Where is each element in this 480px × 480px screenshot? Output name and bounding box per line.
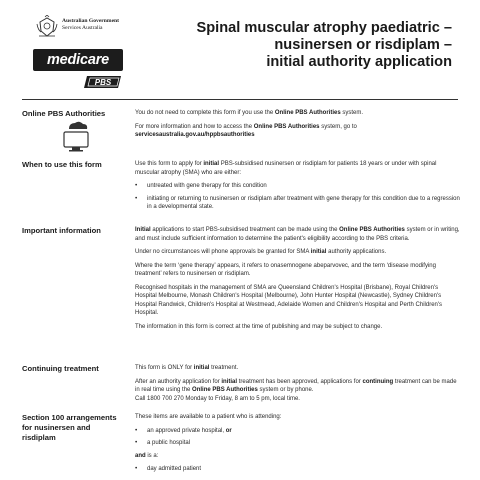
- bold-span: initial: [310, 249, 327, 255]
- text-span: is a:: [145, 452, 159, 459]
- when-bullet-1: • untreated with gene therapy for this condition: [135, 182, 460, 191]
- header-divider: [22, 99, 458, 100]
- section-label-when: When to use this form: [22, 160, 102, 169]
- s100-paragraph-1: These items are available to a patient who is attending:: [135, 414, 282, 420]
- text-span: system.: [340, 110, 364, 116]
- coat-of-arms-icon: [36, 15, 58, 39]
- section-label-important: Important information: [22, 226, 101, 235]
- section-label-continuing: Continuing treatment: [22, 364, 99, 373]
- section-label-online: Online PBS Authorities: [22, 109, 106, 118]
- online-paragraph-2: [135, 123, 460, 140]
- s100-paragraph-2: [135, 452, 460, 461]
- text-span: Under no circumstances will phone approvals be granted for SMA: [135, 249, 311, 255]
- when-bullet-2: • initiating or returning to nusinersen or risdiplam after treatment with gene therapy for this condition due to a regression in a developmental state.: [135, 195, 460, 212]
- bold-span: and: [135, 452, 146, 459]
- text-span: treatment can be made in real time using the: [135, 378, 457, 393]
- form-title: [172, 20, 452, 71]
- form-header: [0, 0, 480, 96]
- bold-span: Online PBS Authorities: [274, 110, 341, 116]
- text-span: This form is ONLY for: [135, 365, 194, 371]
- bold-span: initial: [221, 378, 238, 385]
- text-span: an approved private hospital,: [147, 427, 226, 434]
- computer-cloud-icon: [60, 119, 92, 153]
- important-paragraph-2: [135, 248, 460, 257]
- online-paragraph-1: [135, 109, 460, 118]
- title-line-3: initial authority application: [266, 54, 452, 70]
- text-span: After an authority application for: [135, 378, 222, 385]
- text-span: applications to start PBS-subsidised treatment can be made using the: [150, 227, 340, 233]
- medicare-logo: medicare: [33, 49, 123, 71]
- important-paragraph-3: Where the term ‘gene therapy’ appears, it refers to onasemnogene abeparvovec, and the term ‘disease modifying treatment’ refers to nusinersen or risdiplam.: [135, 262, 436, 277]
- title-line-2: nusinersen or risdiplam –: [274, 37, 452, 53]
- text-span: PBS-subsidised nusinersen or risdiplam for patients 18 years or under with spinal muscular atrophy (SMA) who are either:: [135, 161, 437, 176]
- text-span: system, go to: [319, 123, 357, 130]
- authorities-link[interactable]: servicesaustralia.gov.au/hppbsauthorities: [135, 132, 255, 138]
- text-span: system or in writing, and must include sufficient information to determine the patient's eligibility according to the PBS criteria.: [135, 227, 460, 242]
- bold-span: Initial: [135, 227, 151, 233]
- section-label-100: [22, 413, 127, 443]
- bold-span: continuing: [362, 378, 394, 385]
- label-line: for nusinersen and: [22, 423, 91, 432]
- important-paragraph-4: Recognised hospitals in the management of SMA are Queensland Children's Hospital (Brisbane), Royal Children's Hospital Melbourne, Monash Children's Hospital (Melbourne), John Hunter Hospital (Newcastle), Sydney Children's Hospital Randwick, Children's Hospital at Westmead, Adelaide Women and Children's Hospital and Perth Children's Hospital.: [135, 284, 443, 316]
- label-line: Section 100 arrangements: [22, 413, 117, 422]
- s100-bullet-2: • a public hospital: [135, 439, 460, 448]
- text-span: treatment has been approved, applications for: [237, 378, 363, 385]
- important-paragraph-1: [135, 226, 460, 243]
- s100-bullet-1: [135, 427, 460, 436]
- bold-span: initial: [203, 161, 220, 167]
- text-span: For more information and how to access the: [135, 123, 254, 130]
- title-line-1: Spinal muscular atrophy paediatric –: [196, 20, 452, 36]
- bold-span: Online PBS Authorities: [253, 123, 320, 130]
- continuing-paragraph-1: [135, 364, 460, 373]
- continuing-paragraph-3: Call 1800 700 270 Monday to Friday, 8 am to 5 pm, local time.: [135, 395, 300, 402]
- important-paragraph-5: The information in this form is correct at the time of publishing and may be subject to change.: [135, 323, 383, 330]
- s100-bullet-3: • day admitted patient: [135, 465, 460, 474]
- text-span: system or by phone.: [257, 387, 314, 393]
- text-span: authority applications.: [326, 249, 387, 255]
- label-line: risdiplam: [22, 433, 56, 442]
- government-wordmark: [62, 18, 119, 32]
- continuing-paragraph-2: [135, 378, 460, 395]
- when-paragraph-1: [135, 160, 460, 177]
- bold-span: Online PBS Authorities: [192, 387, 258, 393]
- text-span: Use this form to apply for: [135, 161, 204, 167]
- bold-span: Online PBS Authorities: [339, 227, 405, 233]
- section-body-online: [135, 109, 460, 145]
- pbs-logo: [84, 75, 124, 89]
- bold-span: initial: [193, 365, 210, 371]
- text-span: You do not need to complete this form if you use the: [135, 110, 275, 116]
- section-body-when: [135, 160, 460, 216]
- section-body-important: [135, 226, 460, 336]
- pbs-logo-text: PBS: [94, 78, 112, 88]
- section-body-100: [135, 413, 460, 478]
- bold-span: or: [225, 427, 232, 434]
- section-body-continuing: [135, 364, 460, 408]
- gov-line-1: Australian Government: [62, 18, 120, 24]
- text-span: treatment.: [209, 365, 239, 371]
- gov-line-2: Services Australia: [62, 25, 103, 31]
